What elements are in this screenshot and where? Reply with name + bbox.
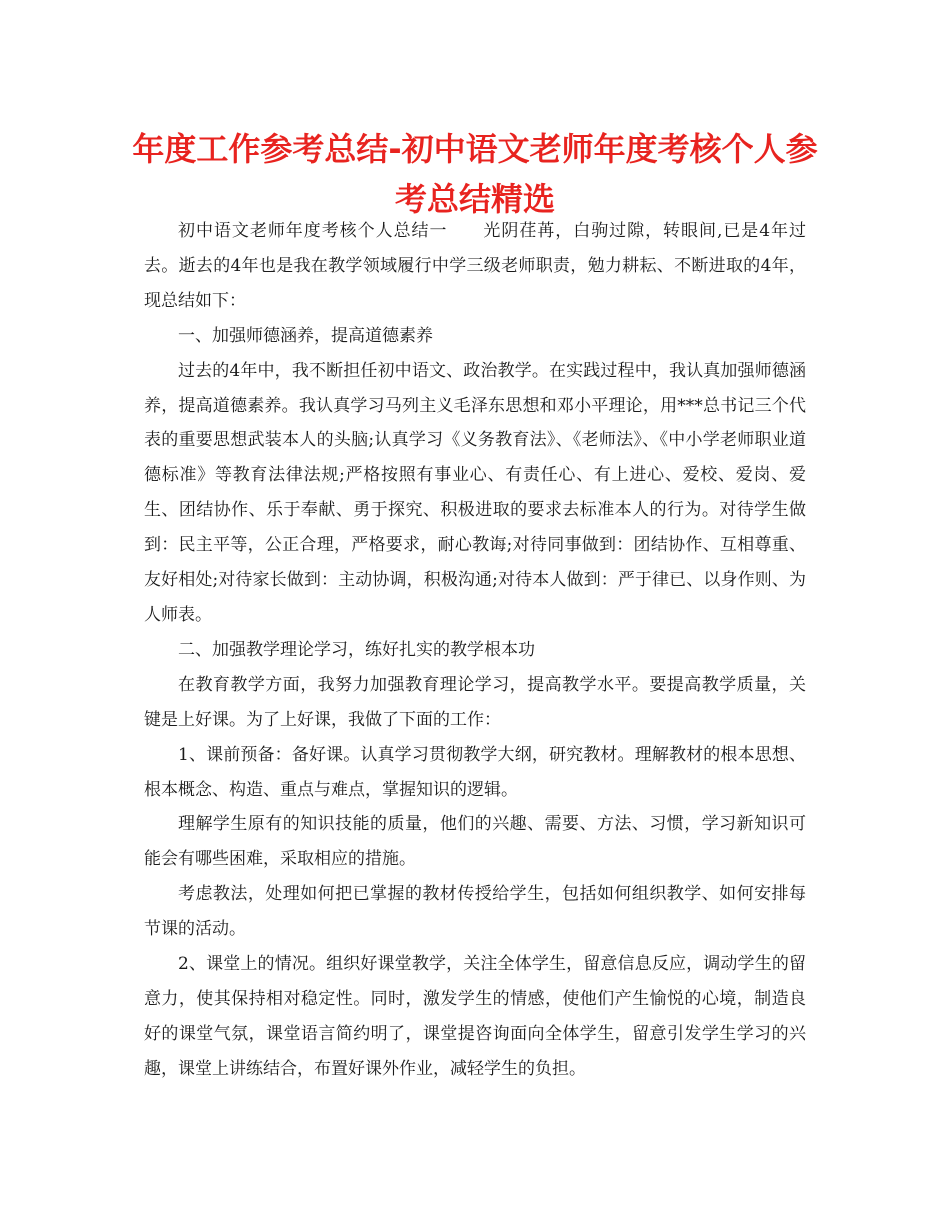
document-title: 年度工作参考总结-初中语文老师年度考核个人参考总结精选 [132, 130, 818, 218]
paragraph-students: 理解学生原有的知识技能的质量，他们的兴趣、需要、方法、习惯，学习新知识可能会有哪些困难，采取相应的措施。 [144, 814, 806, 870]
section-heading-1: 一、加强师德涵养，提高道德素养 [178, 325, 433, 346]
paragraph-intro: 初中语文老师年度考核个人总结一 光阴荏苒，白驹过隙，转眼间,已是4年过去。逝去的4年也是我在教学领域履行中学三级老师职责，勉力耕耘、不断进取的4年，现总结如下： [144, 221, 806, 311]
paragraph-preparation: 1、课前预备：备好课。认真学习贯彻教学大纲，研究教材。理解教材的根本思想、根本概念、构造、重点与难点，掌握知识的逻辑。 [144, 744, 806, 800]
paragraph-classroom: 2、课堂上的情况。组织好课堂教学，关注全体学生，留意信息反应，调动学生的留意力，使其保持相对稳定性。同时，激发学生的情感，使他们产生愉悦的心境，制造良好的课堂气氛，课堂语言简约明了，课堂提咨询面向全体学生，留意引发学生学习的兴趣，课堂上讲练结合，布置好课外作业，减轻学生的负担。 [144, 954, 806, 1079]
paragraph-ethics: 过去的4年中，我不断担任初中语文、政治教学。在实践过程中，我认真加强师德涵养，提高道德素养。我认真学习马列主义毛泽东思想和邓小平理论，用***总书记三个代表的重要思想武装本人的头脑;认真学习《义务教育法》、《老师法》、《中小学老师职业道德标准》等教育法律法规;严格按照有事业心、有责任心、有上进心、爱校、爱岗、爱生、团结协作、乐于奉献、勇于探究、积极进取的要求去标准本人的行为。对待学生做到：民主平等，公正合理，严格要求，耐心教诲;对待同事做到：团结协作、互相尊重、友好相处;对待家长做到：主动协调，积极沟通;对待本人做到：严于律已、以身作则、为人师表。 [144, 360, 806, 625]
paragraph-teaching: 在教育教学方面，我努力加强教育理论学习，提高教学水平。要提高教学质量，关键是上好课。为了上好课，我做了下面的工作： [144, 674, 806, 730]
section-heading-2: 二、加强教学理论学习，练好扎实的教学根本功 [178, 639, 535, 660]
document-body [144, 214, 806, 1087]
paragraph-methods: 考虑教法，处理如何把已掌握的教材传授给学生，包括如何组织教学、如何安排每节课的活动。 [144, 884, 806, 940]
